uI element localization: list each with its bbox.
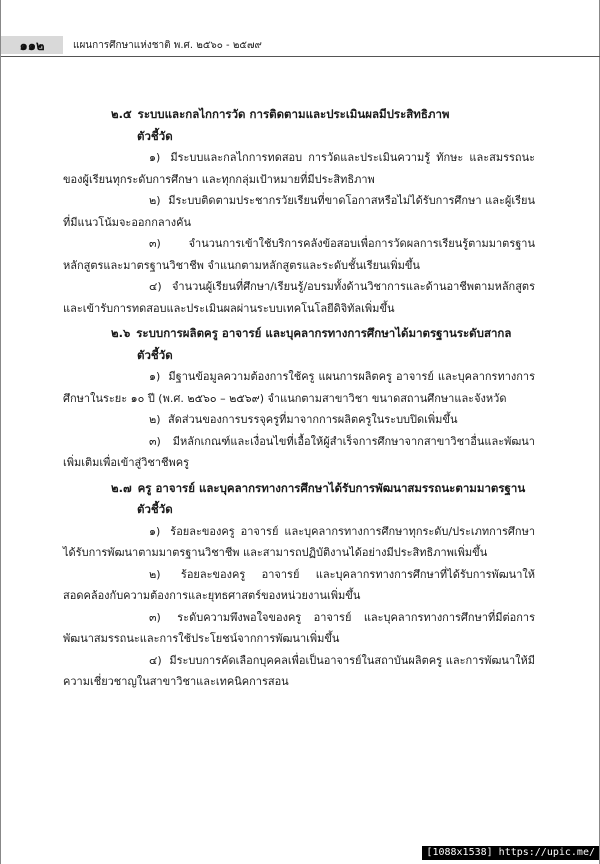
item-text: จำนวนการเข้าใช้บริการคลังข้อสอบเพื่อการวัดผลการเรียนรู้ตามมาตรฐานหลักสูตรและมาตรฐานวิชาชีพ จำแนกตามหลักสูตรและระดับชั้นเรียนเพิ่มขึ้น — [63, 237, 535, 272]
item-text: มีระบบและกลไกการทดสอบ การวัดและประเมินความรู้ ทักษะ และสมรรถนะของผู้เรียนทุกระดับการศึกษา และทุกกลุ่มเป้าหมายที่มีประสิทธิภาพ — [63, 151, 535, 186]
item-number: ๑) — [149, 151, 161, 164]
section-heading — [63, 478, 535, 500]
item-text: จำนวนผู้เรียนที่ศึกษา/เรียนรู้/อบรมทั้งด้านวิชาการและด้านอาชีพตามหลักสูตรและเข้ารับการทดสอบและประเมินผลผ่านระบบเทคโนโลยีดิจิทัลเพิ่มขึ้น — [63, 280, 535, 315]
item-text: ระดับความพึงพอใจของครู อาจารย์ และบุคลากรทางการศึกษาที่มีต่อการพัฒนาสมรรถนะและการใช้ประโยชน์จากการพัฒนาเพิ่มขึ้น — [63, 610, 535, 645]
item-text: ร้อยละของครู อาจารย์ และบุคลากรทางการศึกษาทุกระดับ/ประเภทการศึกษาได้รับการพัฒนาตามมาตรฐานวิชาชีพ และสามารถปฏิบัติงานได้อย่างมีประสิทธิภาพเพิ่มขึ้น — [63, 524, 536, 559]
item-number: ๑) — [149, 370, 161, 383]
list-item — [63, 564, 535, 607]
list-item — [63, 607, 535, 650]
header-divider — [1, 56, 600, 57]
item-text: ร้อยละของครู อาจารย์ และบุคลากรทางการศึกษาที่ได้รับการพัฒนาให้สอดคล้องกับความต้องการและยุทธศาสตร์ของหน่วยงานเพิ่มขึ้น — [63, 567, 535, 602]
list-item — [63, 366, 535, 409]
item-text: มีหลักเกณฑ์และเงื่อนไขที่เอื้อให้ผู้สำเร็จการศึกษาจากสาขาวิชาอื่นและพัฒนาเพิ่มเติมเพื่อเข้าสู่วิชาชีพครู — [63, 434, 535, 469]
section-heading — [63, 104, 535, 126]
item-number: ๓) — [149, 610, 161, 624]
item-number: ๓) — [149, 237, 161, 250]
item-number: ๒) — [149, 567, 161, 581]
indicator-label: ตัวชี้วัด — [137, 128, 173, 143]
list-item — [63, 147, 535, 190]
section-heading — [63, 323, 535, 345]
section-number: ๒.๕ — [111, 107, 132, 121]
item-number: ๒) — [149, 413, 161, 426]
image-host-watermark: [1088x1538] https://upic.me/ — [422, 846, 599, 860]
section-number: ๒.๖ — [111, 326, 131, 340]
item-number: ๔) — [149, 653, 162, 667]
list-item — [63, 431, 535, 474]
section-title: ระบบและกลไกการวัด การติดตามและประเมินผลมีประสิทธิภาพ — [137, 107, 450, 121]
list-item — [63, 409, 535, 431]
page-number: ๑๑๒ — [1, 36, 63, 54]
section-number: ๒.๗ — [111, 480, 132, 495]
item-text: มีฐานข้อมูลความต้องการใช้ครู แผนการผลิตครู อาจารย์ และบุคลากรทางการศึกษาในระยะ ๑๐ ปี (พ.ศ. ๒๕๖๐ – ๒๕๖๙) จำแนกตามสาขาวิชา ขนาดสถานศึกษาและจังหวัด — [63, 370, 536, 405]
list-item — [63, 521, 535, 564]
list-item — [63, 233, 535, 276]
indicator-label: ตัวชี้วัด — [137, 347, 173, 362]
list-item — [63, 650, 535, 693]
page-header — [1, 36, 600, 54]
page-body — [63, 104, 535, 693]
item-number: ๓) — [149, 434, 161, 448]
item-number: ๔) — [149, 280, 162, 293]
section-title: ระบบการผลิตครู อาจารย์ และบุคลากรทางการศึกษาได้มาตรฐานระดับสากล — [136, 326, 512, 340]
list-item — [63, 190, 535, 233]
list-item — [63, 276, 535, 319]
running-title: แผนการศึกษาแห่งชาติ พ.ศ. ๒๕๖๐ - ๒๕๗๙ — [73, 39, 262, 51]
section-title: ครู อาจารย์ และบุคลากรทางการศึกษาได้รับการพัฒนาสมรรถนะตามมาตรฐาน — [137, 480, 526, 495]
indicator-label: ตัวชี้วัด — [137, 502, 173, 516]
item-text: มีระบบการคัดเลือกบุคคลเพื่อเป็นอาจารย์ในสถาบันผลิตครู และการพัฒนาให้มีความเชี่ยวชาญในสาขาวิชาและเทคนิคการสอน — [63, 653, 535, 688]
item-text: มีระบบติดตามประชากรวัยเรียนที่ขาดโอกาสหรือไม่ได้รับการศึกษา และผู้เรียนที่มีแนวโน้มจะออกกลางคัน — [63, 194, 536, 229]
item-number: ๑) — [149, 524, 161, 538]
item-text: สัดส่วนของการบรรจุครูที่มาจากการผลิตครูในระบบปิดเพิ่มขึ้น — [168, 413, 458, 426]
item-number: ๒) — [149, 194, 161, 207]
